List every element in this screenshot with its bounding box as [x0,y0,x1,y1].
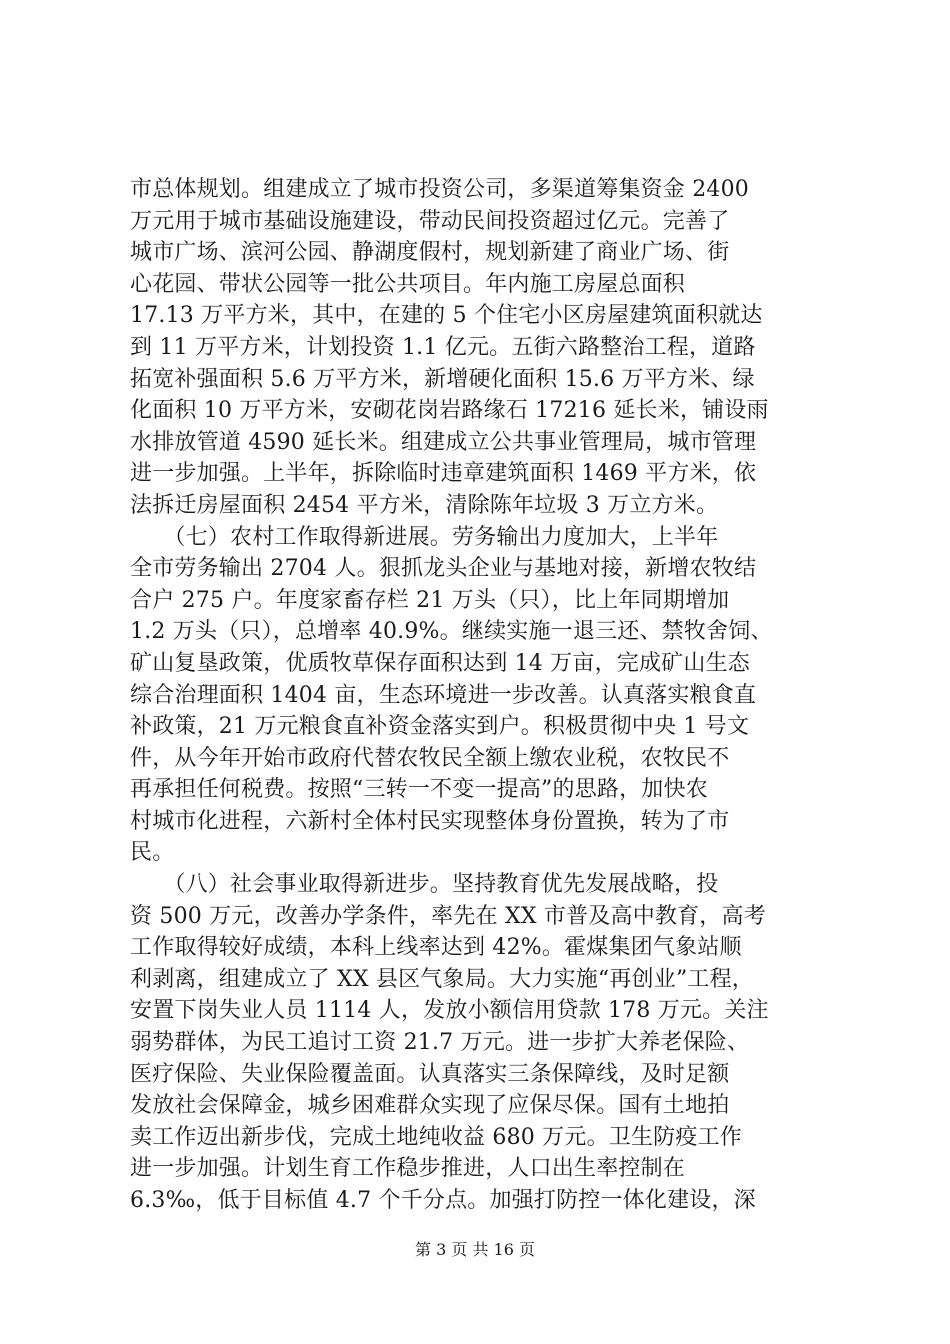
text-line: 市总体规划。组建成立了城市投资公司，多渠道筹集资金 2400 [130,177,749,202]
text-line: 件，从今年开始市政府代替农牧民全额上缴农业税，农牧民不 [130,745,730,771]
text-line: 村城市化进程，六新村全体村民实现整体身份置换，转为了市 [130,808,730,834]
text-line: 化面积 10 万平方米，安砌花岗岩路缘石 17216 延长米，铺设雨 [130,398,769,424]
text-line: 合户 275 户。年度家畜存栏 21 万头（只），比上年同期增加 [130,587,730,613]
text-line: 医疗保险、失业保险覆盖面。认真落实三条保障线，及时足额 [130,1061,730,1087]
text-line: 民。 [130,840,175,866]
page-number-label: 第 3 页 共 16 页 [415,1240,535,1259]
body-text [130,174,830,1217]
text-line: 水排放管道 4590 延长米。组建成立公共事业管理局，城市管理 [130,429,757,455]
text-line: 17.13 万平方米，其中，在建的 5 个住宅小区房屋建筑面积就达 [130,303,763,329]
text-line: 再承担任何税费。按照“三转一不变一提高”的思路，加快农 [130,777,708,803]
text-line: 综合治理面积 1404 亩，生态环境进一步改善。认真落实粮食直 [130,682,757,708]
text-line: 进一步加强。计划生育工作稳步推进，人口出生率控制在 [130,1156,686,1182]
text-line: 卖工作迈出新步伐，完成土地纯收益 680 万元。卫生防疫工作 [130,1124,742,1150]
text-line: 拓宽补强面积 5.6 万平方米，新增硬化面积 15.6 万平方米、绿 [130,366,755,392]
text-line: 弱势群体，为民工追讨工资 21.7 万元。进一步扩大养老保险、 [130,1030,750,1056]
text-line: 城市广场、滨河公园、静湖度假村，规划新建了商业广场、街 [130,240,730,266]
text-line: 发放社会保障金，城乡困难群众实现了应保尽保。国有土地拍 [130,1093,730,1119]
text-line: 1.2 万头（只），总增率 40.9%。继续实施一退三还、禁牧舍饲、 [130,619,773,645]
text-line: 安置下岗失业人员 1114 人，发放小额信用贷款 178 万元。关注 [130,998,769,1024]
text-line: 全市劳务输出 2704 人。狠抓龙头企业与基地对接，新增农牧结 [130,556,757,582]
text-line: 补政策，21 万元粮食直补资金落实到户。积极贯彻中央 1 号文 [130,714,750,740]
text-line: 利剥离，组建成立了 XX 县区气象局。大力实施“再创业”工程， [130,966,755,992]
text-line: （八）社会事业取得新进步。坚持教育优先发展战略，投 [130,872,719,898]
page-footer [0,1239,950,1261]
text-line: 工作取得较好成绩，本科上线率达到 42%。霍煤集团气象站顺 [130,935,742,961]
text-line: 进一步加强。上半年，拆除临时违章建筑面积 1469 平方米，依 [130,461,757,487]
text-line: （七）农村工作取得新进展。劳务输出力度加大，上半年 [130,524,719,550]
text-line: 万元用于城市基础设施建设，带动民间投资超过亿元。完善了 [130,208,730,234]
text-line: 6.3‰，低于目标值 4.7 个千分点。加强打防控一体化建设，深 [130,1188,756,1213]
text-line: 矿山复垦政策，优质牧草保存面积达到 14 万亩，完成矿山生态 [130,650,750,676]
text-line: 法拆迁房屋面积 2454 平方米，清除陈年垃圾 3 万立方米。 [130,492,719,518]
text-line: 到 11 万平方米，计划投资 1.1 亿元。五街六路整治工程，道路 [130,334,756,360]
text-line: 心花园、带状公园等一批公共项目。年内施工房屋总面积 [130,271,686,297]
text-line: 资 500 万元，改善办学条件，率先在 XX 市普及高中教育，高考 [130,903,766,929]
